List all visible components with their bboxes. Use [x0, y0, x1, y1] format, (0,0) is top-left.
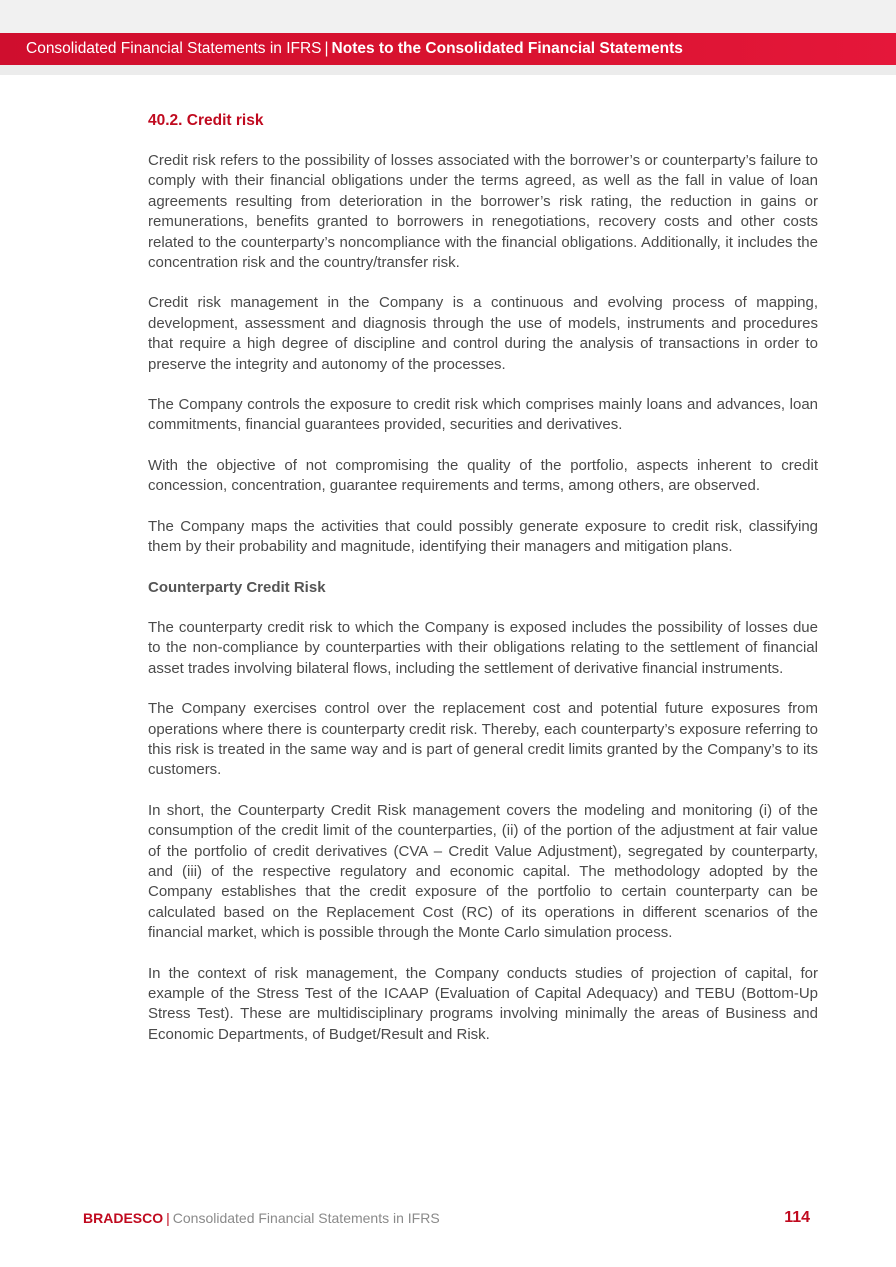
- header-title-right: Notes to the Consolidated Financial Statements: [331, 40, 683, 57]
- paragraph: The Company exercises control over the replacement cost and potential future exposures from operations where there is counterparty credit risk. Thereby, each counterparty’s exposure referring to this risk is treated in the same way and is part of general credit limits granted by the Company’s to its customers.: [148, 700, 818, 779]
- paragraph: The Company maps the activities that could possibly generate exposure to credit risk, classifying them by their probability and magnitude, identifying their managers and mitigation plans.: [148, 517, 818, 556]
- footer-doc-title: Consolidated Financial Statements in IFRS: [172, 1210, 440, 1226]
- paragraph: The Company controls the exposure to credit risk which comprises mainly loans and advances, loan commitments, financial guarantees provided, securities and derivatives.: [148, 396, 818, 434]
- page-header: [0, 33, 896, 65]
- paragraph: In the context of risk management, the Company conducts studies of projection of capital, for example of the Stress Test of the ICAAP (Evaluation of Capital Adequacy) and TEBU (Bottom-Up Stress Test). These are multidisciplinary programs involving minimally the areas of Business and Economic Departments, of Budget/Result and Risk.: [148, 964, 818, 1043]
- page-top-strip: [0, 0, 896, 33]
- header-shadow: [0, 65, 896, 75]
- header-title-left: Consolidated Financial Statements in IFRS: [26, 40, 322, 57]
- footer-separator: |: [166, 1210, 170, 1226]
- paragraph: With the objective of not compromising the quality of the portfolio, aspects inherent to credit concession, concentration, guarantee requirements and terms, among others, are observed.: [148, 456, 818, 495]
- page-footer: [83, 1207, 810, 1229]
- page-number: 114: [784, 1209, 810, 1226]
- paragraph: Credit risk management in the Company is a continuous and evolving process of mapping, development, assessment and diagnosis through the use of models, instruments and procedures that require a high degree of discipline and control during the analysis of transactions in order to preserve the integrity and autonomy of the processes.: [148, 294, 818, 373]
- header-separator: |: [324, 40, 329, 57]
- page-content: [148, 110, 818, 1065]
- paragraph: In short, the Counterparty Credit Risk management covers the modeling and monitoring (i) of the consumption of the credit limit of the counterparties, (ii) of the portion of the adjustment at fair value of the portfolio of credit derivatives (CVA – Credit Value Adjustment), segregated by counterparty, and (iii) of the respective regulatory and economic capital. The methodology adopted by the Company establishes that the credit exposure of the portfolio to certain counterparty can be calculated based on the Replacement Cost (RC) of its operations in different scenarios of the financial market, which is possible through the Monte Carlo simulation process.: [148, 801, 818, 942]
- paragraph: The counterparty credit risk to which the Company is exposed includes the possibility of losses due to the non-compliance by counterparties with their obligations relating to the settlement of financial asset trades involving bilateral flows, including the settlement of derivative financial instruments.: [148, 618, 818, 677]
- paragraph: Credit risk refers to the possibility of losses associated with the borrower’s or counterparty’s failure to comply with their financial obligations under the terms agreed, as well as the fall in value of loan agreements resulting from deterioration in the borrower’s risk rating, the reduction in gains or remunerations, benefits granted to borrowers in renegotiations, recovery costs and other costs related to the counterparty’s noncompliance with the financial obligations. Additionally, it includes the concentration risk and the country/transfer risk.: [148, 152, 818, 272]
- section-title: 40.2. Credit risk: [148, 112, 264, 129]
- footer-brand: BRADESCO: [83, 1210, 164, 1226]
- subsection-title: Counterparty Credit Risk: [148, 578, 326, 596]
